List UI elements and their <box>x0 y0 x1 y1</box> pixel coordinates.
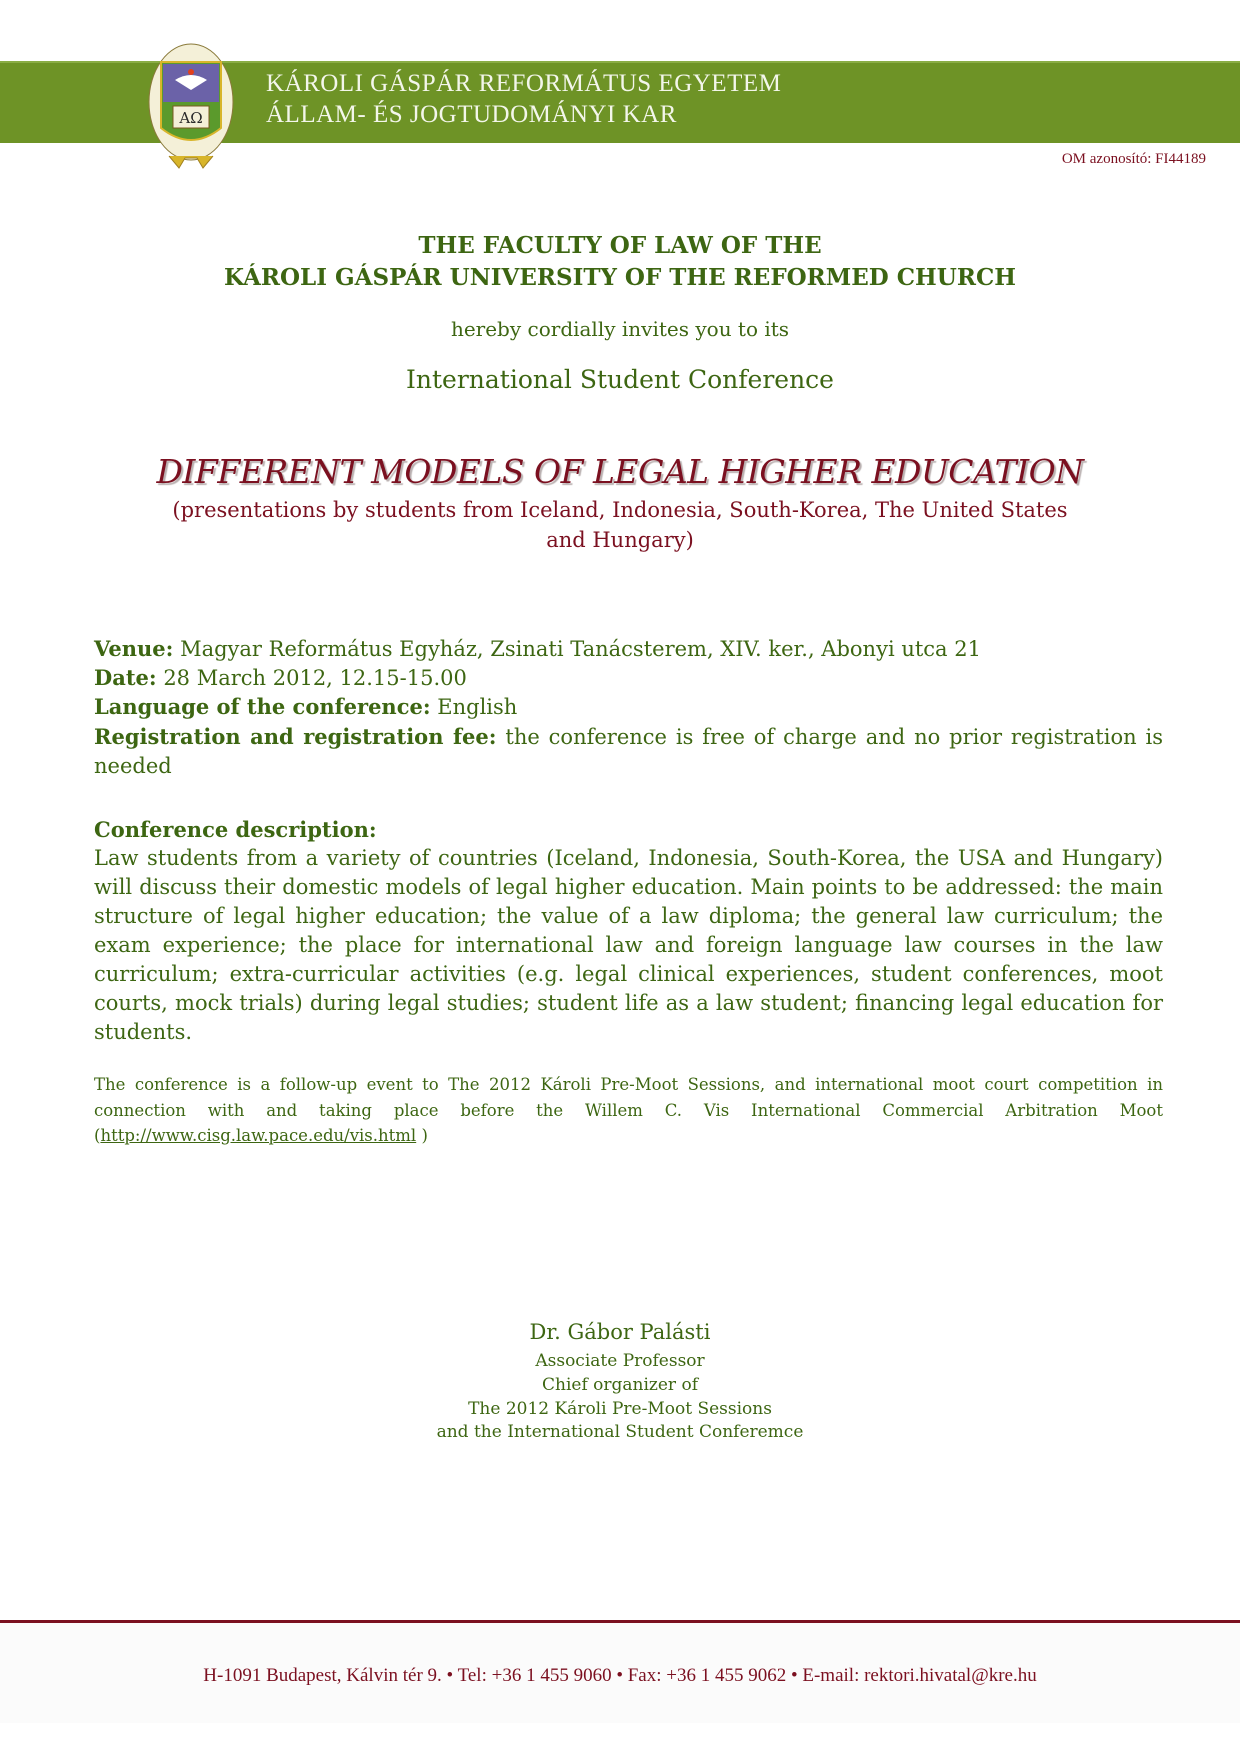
description-heading <box>94 815 1163 845</box>
signatory-name: Dr. Gábor Palásti <box>529 1320 711 1344</box>
om-identifier: OM azonosító: FI44189 <box>1061 151 1206 167</box>
header-faculty-name: ÁLLAM- ÉS JOGTUDOMÁNYI KAR <box>266 101 677 128</box>
followup-text: The conference is a follow-up event to The 2012 Károli Pre-Moot Sessions, and international moot court competition in connection with and taking place before the Willem C. Vis International Commercial Arbitration Moot ( <box>94 1075 1163 1145</box>
subtitle-line-1: (presentations by students from Iceland, Indonesia, South-Korea, The United States <box>172 498 1068 522</box>
signatory-role: Chief organizer of <box>542 1375 698 1395</box>
signatory-title: Associate Professor <box>535 1351 705 1371</box>
date-label: Date: <box>94 665 157 690</box>
university-crest-logo <box>145 40 237 174</box>
footer-divider <box>0 1620 1240 1623</box>
registration-row <box>94 722 1163 781</box>
date-row <box>94 663 1163 693</box>
language-row <box>94 692 1163 722</box>
venue-row <box>94 634 1163 664</box>
title-line-2: KÁROLI GÁSPÁR UNIVERSITY OF THE REFORMED CHURCH <box>224 264 1016 291</box>
invitation-text: hereby cordially invites you to its <box>450 317 790 341</box>
language-label: Language of the conference: <box>94 694 431 719</box>
header-university-name: KÁROLI GÁSPÁR REFORMÁTUS EGYETEM <box>266 70 782 97</box>
language-value: English <box>430 695 518 719</box>
logo-emblem-text: AΩ <box>179 109 203 127</box>
registration-value: the conference is free of charge and no prior registration is needed <box>94 725 1164 778</box>
event-headline: DIFFERENT MODELS OF LEGAL HIGHER EDUCATION <box>156 452 1084 491</box>
followup-paragraph <box>94 1072 1163 1149</box>
venue-label: Venue: <box>94 636 174 661</box>
venue-value: Magyar Református Egyház, Zsinati Tanácsterem, XIV. ker., Abonyi utca 21 <box>173 637 981 661</box>
vis-moot-link[interactable]: http://www.cisg.law.pace.edu/vis.html <box>100 1126 417 1145</box>
title-line-1: THE FACULTY OF LAW OF THE <box>418 232 822 259</box>
description-label: Conference description: <box>94 817 377 842</box>
description-text: Law students from a variety of countries (Iceland, Indonesia, South-Korea, the USA and Hungary) will discuss their domestic models of legal higher education. Main points to be addressed: the main structure of legal higher education; the value of a law diploma; the general law curriculum; the exam experience; the place for international law and foreign language law courses in the law curriculum; extra-curricular activities (e.g. legal clinical experiences, student conferences, moot courts, mock trials) during legal studies; student life as a law student; financing legal education for students. <box>94 846 1163 1044</box>
registration-label: Registration and registration fee: <box>94 724 497 749</box>
followup-closing: ) <box>416 1126 428 1145</box>
subtitle-line-2: and Hungary) <box>546 528 694 552</box>
signatory-event-1: The 2012 Károli Pre-Moot Sessions <box>468 1399 772 1419</box>
date-value: 28 March 2012, 12.15-15.00 <box>156 666 467 690</box>
conference-name: International Student Conference <box>406 365 834 394</box>
footer-contact: H-1091 Budapest, Kálvin tér 9. • Tel: +36 1 455 9060 • Fax: +36 1 455 9062 • E-mail: rektori.hivatal@kre.hu <box>203 1665 1037 1686</box>
signatory-event-2: and the International Student Conferemce <box>436 1422 804 1442</box>
